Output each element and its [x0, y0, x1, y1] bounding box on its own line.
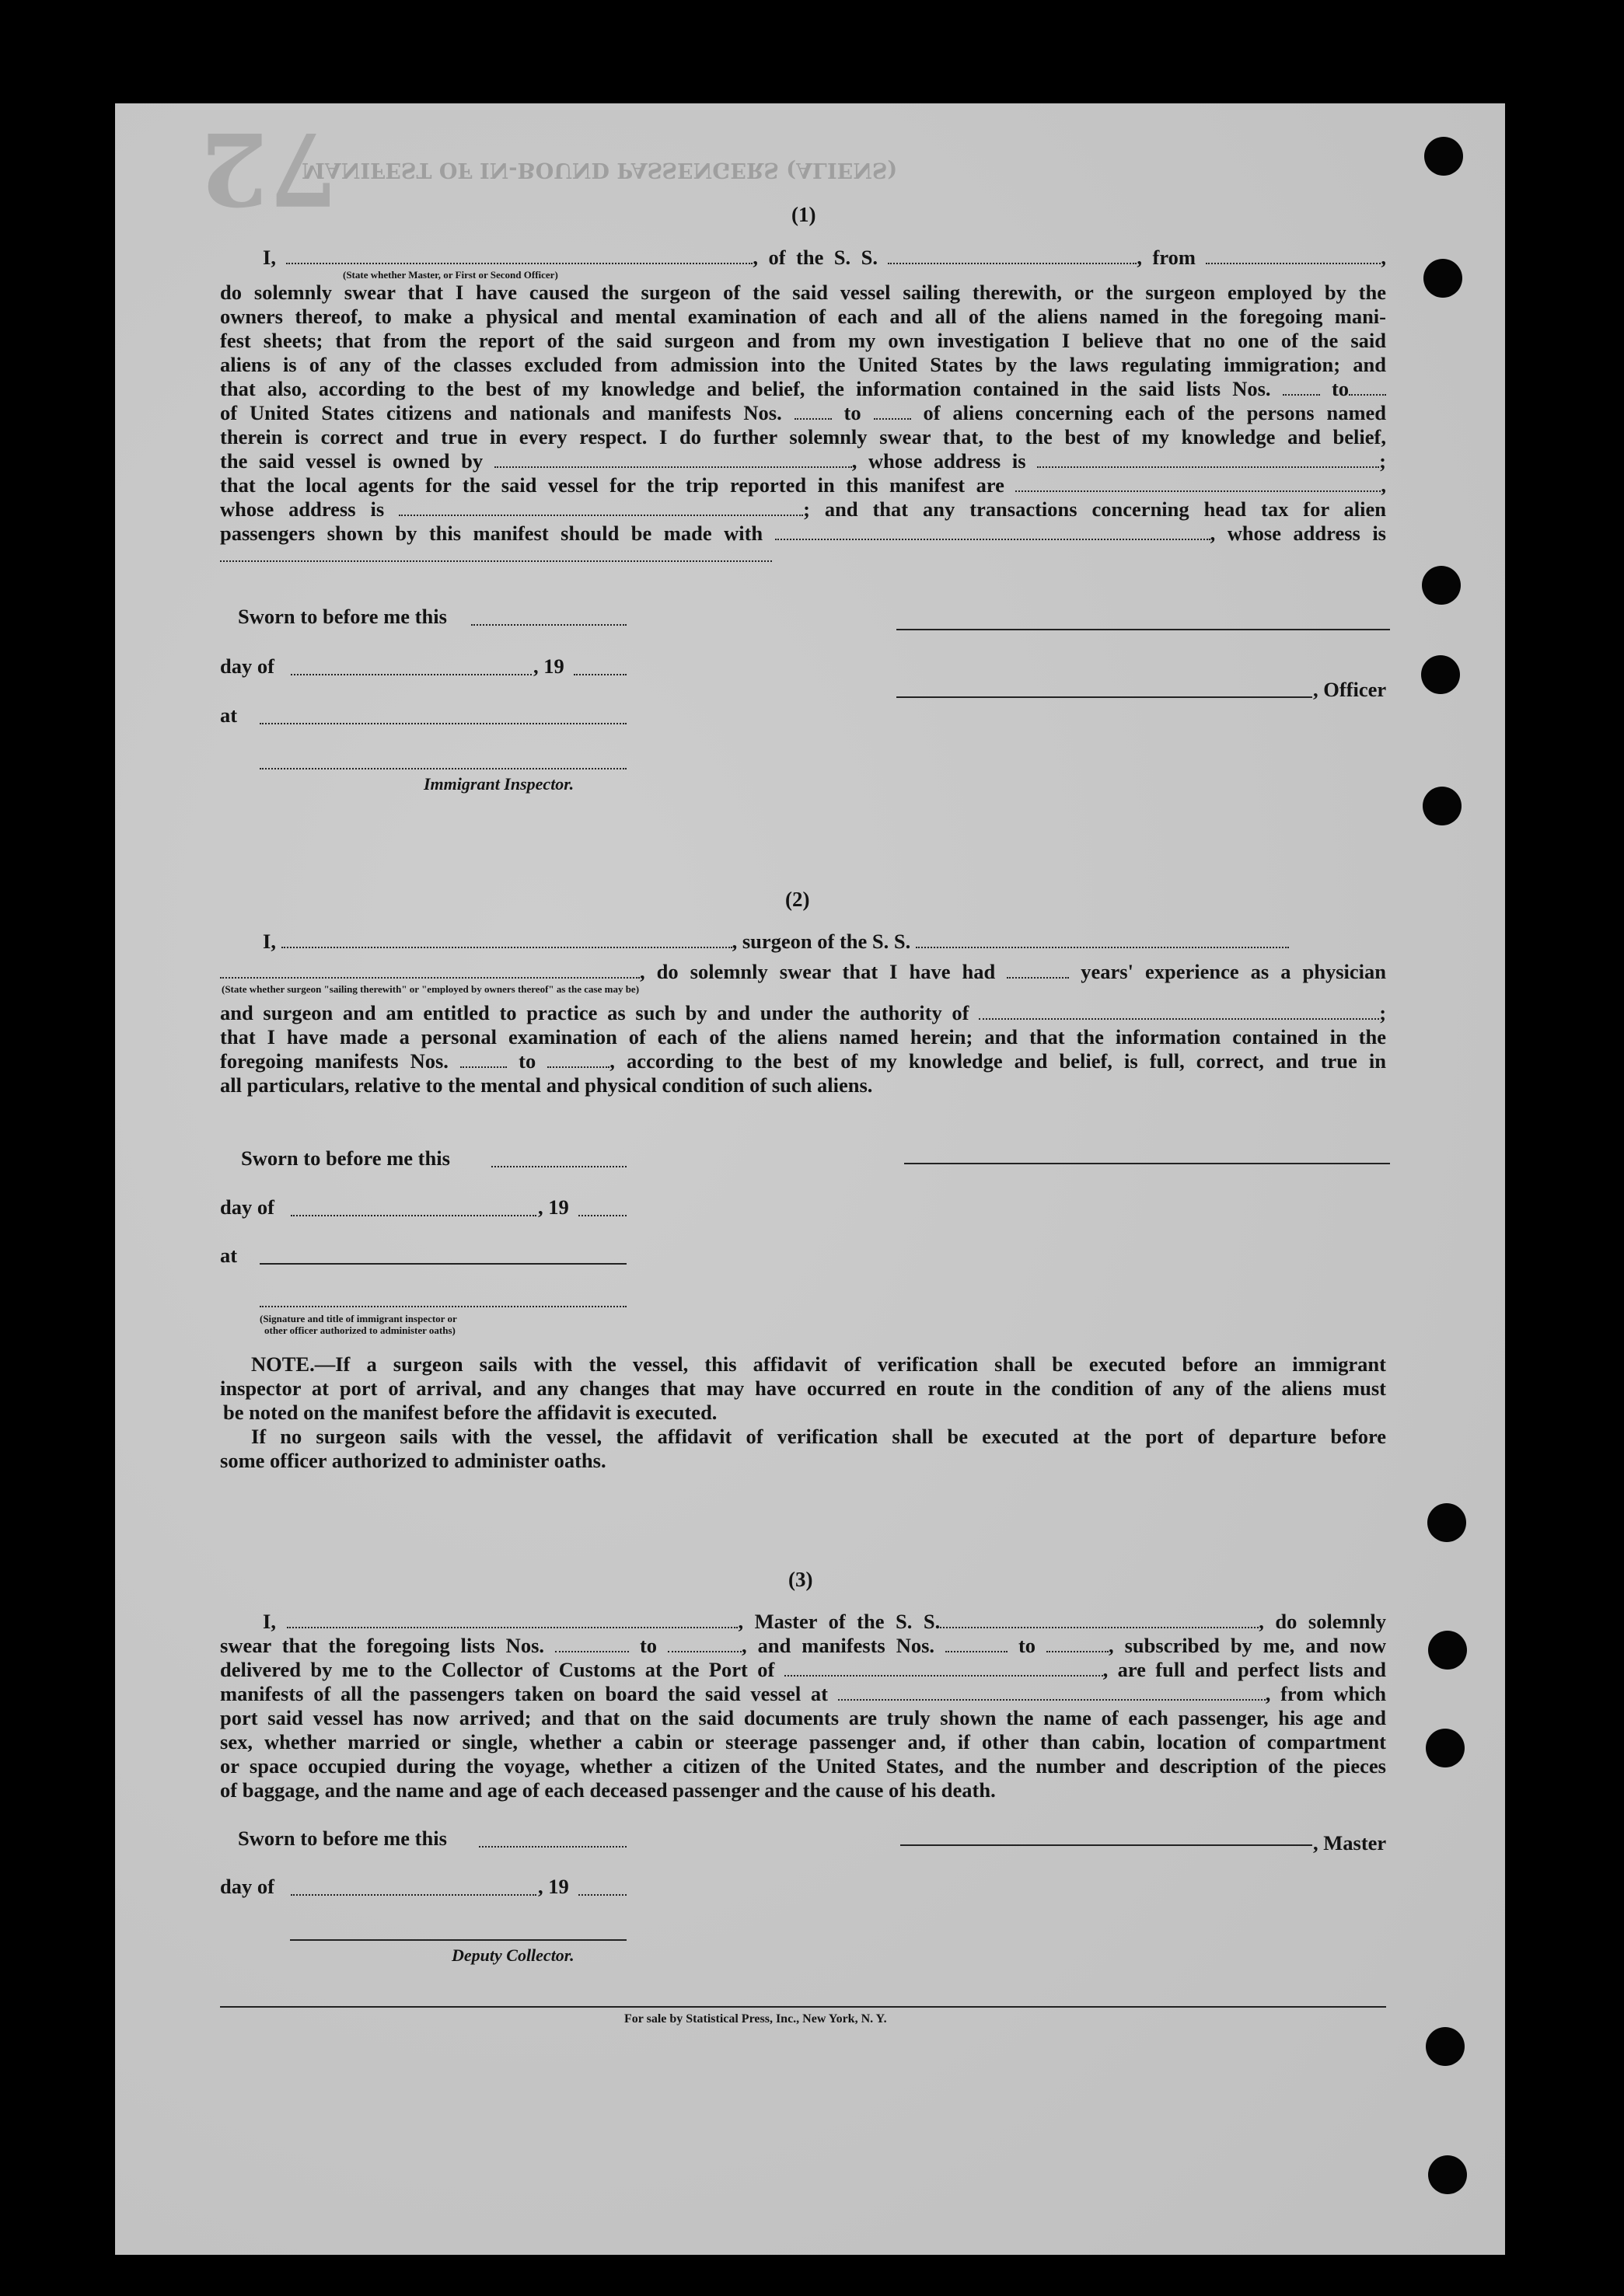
- punch-hole: [1424, 137, 1463, 176]
- s2-note-3: be noted on the manifest before the affidavit is executed.: [223, 1401, 718, 1424]
- s3-year-label: , 19: [538, 1875, 569, 1898]
- s2-note-5: some officer authorized to administer oaths.: [220, 1449, 606, 1472]
- s1-line-6: that also, according to the best of my knowledge and belief, the information contained in the said lists Nos. to: [220, 377, 1386, 401]
- s1-right-signature-line: [896, 629, 1390, 630]
- punch-hole: [1421, 655, 1460, 694]
- s3-line-5: port said vessel has now arrived; and that on the said documents are truly shown the name of each passenger, his age and: [220, 1706, 1386, 1729]
- s1-line-4: fest sheets; that from the report of the said surgeon and from my own investigation I believe that no one of the said: [220, 329, 1386, 352]
- s3-day-of-label: day of: [220, 1875, 274, 1898]
- manifest-title-bleed: MANIFEST OF IN-BOUND PASSENGERS (ALIENS): [302, 158, 898, 182]
- s1-year-line: [574, 674, 627, 675]
- s1-line-1: I, , of the S. S. , from ,: [263, 246, 1387, 269]
- section-1-body: [220, 246, 1386, 712]
- s2-note-4: If no surgeon sails with the vessel, the affidavit of verification shall be executed at the port of departure before: [251, 1425, 1386, 1448]
- s1-line-12: passengers shown by this manifest should be made with , whose address is: [220, 522, 1386, 545]
- punch-hole: [1428, 2155, 1467, 2194]
- s1-sworn-label: Sworn to before me this: [238, 605, 447, 628]
- section-1-number: (1): [791, 203, 816, 226]
- s1-at-line: [260, 723, 627, 724]
- s3-day-line: [291, 1894, 536, 1896]
- s2-sworn-line: [491, 1166, 627, 1167]
- s3-line-6: sex, whether married or single, whether a cabin or steerage passenger and, if other than cabin, location of compartment: [220, 1730, 1386, 1753]
- footer-divider: [220, 2006, 1386, 2008]
- s3-deputy-title: Deputy Collector.: [452, 1945, 575, 1965]
- section-3-number: (3): [788, 1568, 813, 1591]
- s2-sworn-label: Sworn to before me this: [241, 1146, 450, 1170]
- s3-sworn-label: Sworn to before me this: [238, 1827, 447, 1850]
- s1-inspector-title: Immigrant Inspector.: [424, 774, 575, 794]
- s3-line-8: of baggage, and the name and age of each deceased passenger and the cause of his death.: [220, 1778, 996, 1802]
- document-page: [115, 103, 1505, 2255]
- s3-deputy-line: [290, 1939, 627, 1941]
- s1-line-8: therein is correct and true in every respect. I do further solemnly swear that, to the best of my knowledge and belief,: [220, 425, 1386, 448]
- s1-line-2: do solemnly swear that I have caused the surgeon of the said vessel sailing therewith, or the surgeon employed by the: [220, 281, 1386, 304]
- s1-at-label: at: [220, 703, 238, 727]
- s3-year-line: [578, 1894, 627, 1896]
- s1-officer-title: , Officer: [1313, 678, 1387, 701]
- punch-hole: [1423, 787, 1462, 825]
- punch-hole: [1426, 1729, 1465, 1767]
- s2-surgeon-caption: (State whether surgeon "sailing therewith" or "employed by owners thereof" as the case may be): [222, 983, 640, 995]
- s2-sig-caption-1: (Signature and title of immigrant inspector or: [260, 1313, 457, 1324]
- s1-day-of-label: day of: [220, 654, 274, 678]
- s2-line-2: , do solemnly swear that I have had years' experience as a physician: [220, 960, 1386, 984]
- punch-hole: [1428, 1631, 1467, 1670]
- s1-inspector-line: [260, 768, 627, 769]
- s1-line-9: the said vessel is owned by , whose address is ;: [220, 449, 1386, 473]
- s1-line-11: whose address is ; and that any transactions concerning head tax for alien: [220, 497, 1387, 521]
- s1-sworn-line: [471, 624, 627, 626]
- s1-line-5: aliens is of any of the classes excluded from admission into the United States by the laws regulating immigration; and: [220, 353, 1386, 376]
- s2-day-line: [291, 1215, 536, 1216]
- s2-line-5: foregoing manifests Nos. to , according to the best of my knowledge and belief, is full, correct, and true in: [220, 1049, 1387, 1073]
- s3-line-3: delivered by me to the Collector of Customs at the Port of , are full and perfect lists and: [220, 1658, 1386, 1681]
- sheet-number-bleed: 72: [199, 110, 338, 226]
- s2-at-label: at: [220, 1244, 238, 1267]
- s2-line-6: all particulars, relative to the mental and physical condition of such aliens.: [220, 1073, 873, 1097]
- s3-line-1: I, , Master of the S. S. , do solemnly: [263, 1610, 1386, 1633]
- s1-address-continuation: [220, 560, 772, 562]
- s3-master-title: , Master: [1313, 1831, 1387, 1855]
- s2-at-line: [260, 1263, 627, 1265]
- s2-day-of-label: day of: [220, 1195, 274, 1219]
- s2-line-3: and surgeon and am entitled to practice as such by and under the authority of ;: [220, 1001, 1387, 1024]
- s2-year-label: , 19: [538, 1195, 569, 1219]
- s2-year-line: [578, 1215, 627, 1216]
- s3-master-line: [900, 1844, 1312, 1846]
- s2-sig-caption-2: other officer authorized to administer oaths): [264, 1324, 456, 1336]
- footer-imprint: For sale by Statistical Press, Inc., New York, N. Y.: [624, 2012, 887, 2026]
- s3-sworn-line: [479, 1846, 627, 1848]
- s1-line-7: of United States citizens and nationals and manifests Nos. to of aliens concerning each of the persons named: [220, 401, 1387, 424]
- s2-note-1: NOTE.—If a surgeon sails with the vessel, this affidavit of verification shall be executed before an immigrant: [251, 1352, 1386, 1376]
- s3-line-2: swear that the foregoing lists Nos. to , and manifests Nos. to , subscribed by me, and now: [220, 1634, 1387, 1657]
- s1-day-line: [291, 674, 532, 675]
- s2-note-2: inspector at port of arrival, and any changes that may have occurred en route in the condition of any of the aliens must: [220, 1377, 1386, 1400]
- punch-hole: [1422, 566, 1461, 605]
- s1-officer-line: [896, 696, 1312, 698]
- punch-hole: [1427, 1503, 1466, 1542]
- punch-hole: [1423, 259, 1462, 298]
- s2-line-4: that I have made a personal examination of each of the aliens named herein; and that the information contained in the: [220, 1025, 1386, 1049]
- s3-line-7: or space occupied during the voyage, whether a citizen of the United States, and the number and description of the pieces: [220, 1754, 1386, 1778]
- section-2-number: (2): [785, 888, 810, 911]
- s1-officer-caption: (State whether Master, or First or Second Officer): [343, 269, 558, 281]
- punch-hole: [1426, 2027, 1465, 2066]
- s2-signature-line: [904, 1163, 1390, 1164]
- s3-line-4: manifests of all the passengers taken on board the said vessel at , from which: [220, 1682, 1387, 1705]
- s2-line-1: I, , surgeon of the S. S.: [263, 930, 1040, 954]
- s1-line-10: that the local agents for the said vessel for the trip reported in this manifest are ,: [220, 473, 1387, 497]
- s2-inspector-line: [260, 1306, 627, 1307]
- s1-year-label: , 19: [533, 654, 564, 678]
- s1-line-3: owners thereof, to make a physical and mental examination of each and all of the aliens named in the foregoing mani-: [220, 305, 1386, 328]
